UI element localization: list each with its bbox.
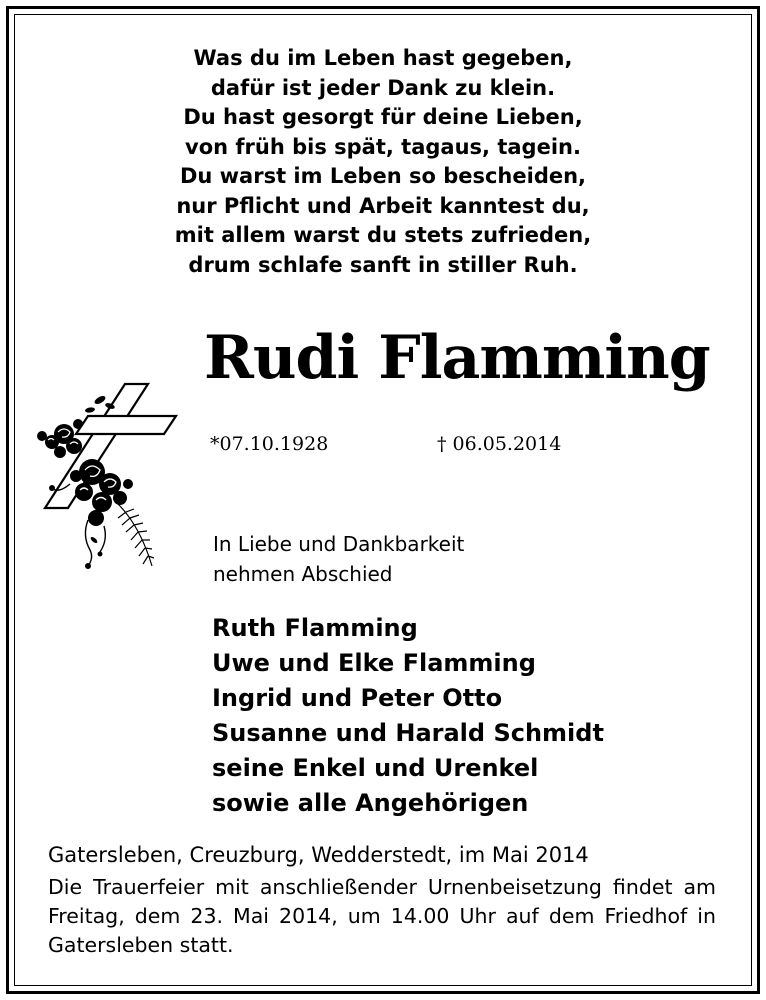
farewell-intro-line: nehmen Abschied bbox=[213, 562, 393, 586]
poem-line: drum schlafe sanft in stiller Ruh. bbox=[188, 252, 578, 277]
mourner: seine Enkel und Urenkel bbox=[212, 754, 539, 782]
memorial-poem bbox=[0, 44, 766, 280]
poem-line: dafür ist jeder Dank zu klein. bbox=[210, 75, 556, 100]
cross-with-roses-icon bbox=[30, 380, 180, 580]
place-and-date: Gatersleben, Creuzburg, Wedderstedt, im Mai 2014 bbox=[48, 843, 589, 867]
poem-line: mit allem warst du stets zufrieden, bbox=[174, 223, 592, 247]
mourner: Susanne und Harald Schmidt bbox=[212, 719, 604, 747]
mourner: Ingrid und Peter Otto bbox=[212, 684, 503, 712]
deceased-name: Rudi Flamming bbox=[204, 323, 710, 393]
death-date: † 06.05.2014 bbox=[437, 433, 562, 455]
farewell-intro bbox=[213, 529, 464, 589]
farewell-intro-line: In Liebe und Dankbarkeit bbox=[213, 532, 465, 556]
mourner: sowie alle Angehörigen bbox=[212, 789, 529, 817]
mourners-list bbox=[212, 611, 604, 821]
funeral-notice: Die Trauerfeier mit anschließender Urnenbeisetzung findet am Freitag, dem 23. Mai 2014, um 14.00 Uhr auf dem Friedhof in Gatersleben statt. bbox=[48, 875, 716, 957]
poem-line: Was du im Leben hast gegeben, bbox=[193, 46, 573, 70]
poem-line: von früh bis spät, tagaus, tagein. bbox=[185, 134, 581, 159]
poem-line: Du warst im Leben so bescheiden, bbox=[179, 164, 587, 188]
birth-date: *07.10.1928 bbox=[210, 433, 329, 455]
mourner: Uwe und Elke Flamming bbox=[212, 649, 536, 677]
poem-line: Du hast gesorgt für deine Lieben, bbox=[183, 105, 583, 129]
poem-line: nur Pflicht und Arbeit kanntest du, bbox=[176, 193, 590, 218]
mourner: Ruth Flamming bbox=[212, 614, 418, 642]
